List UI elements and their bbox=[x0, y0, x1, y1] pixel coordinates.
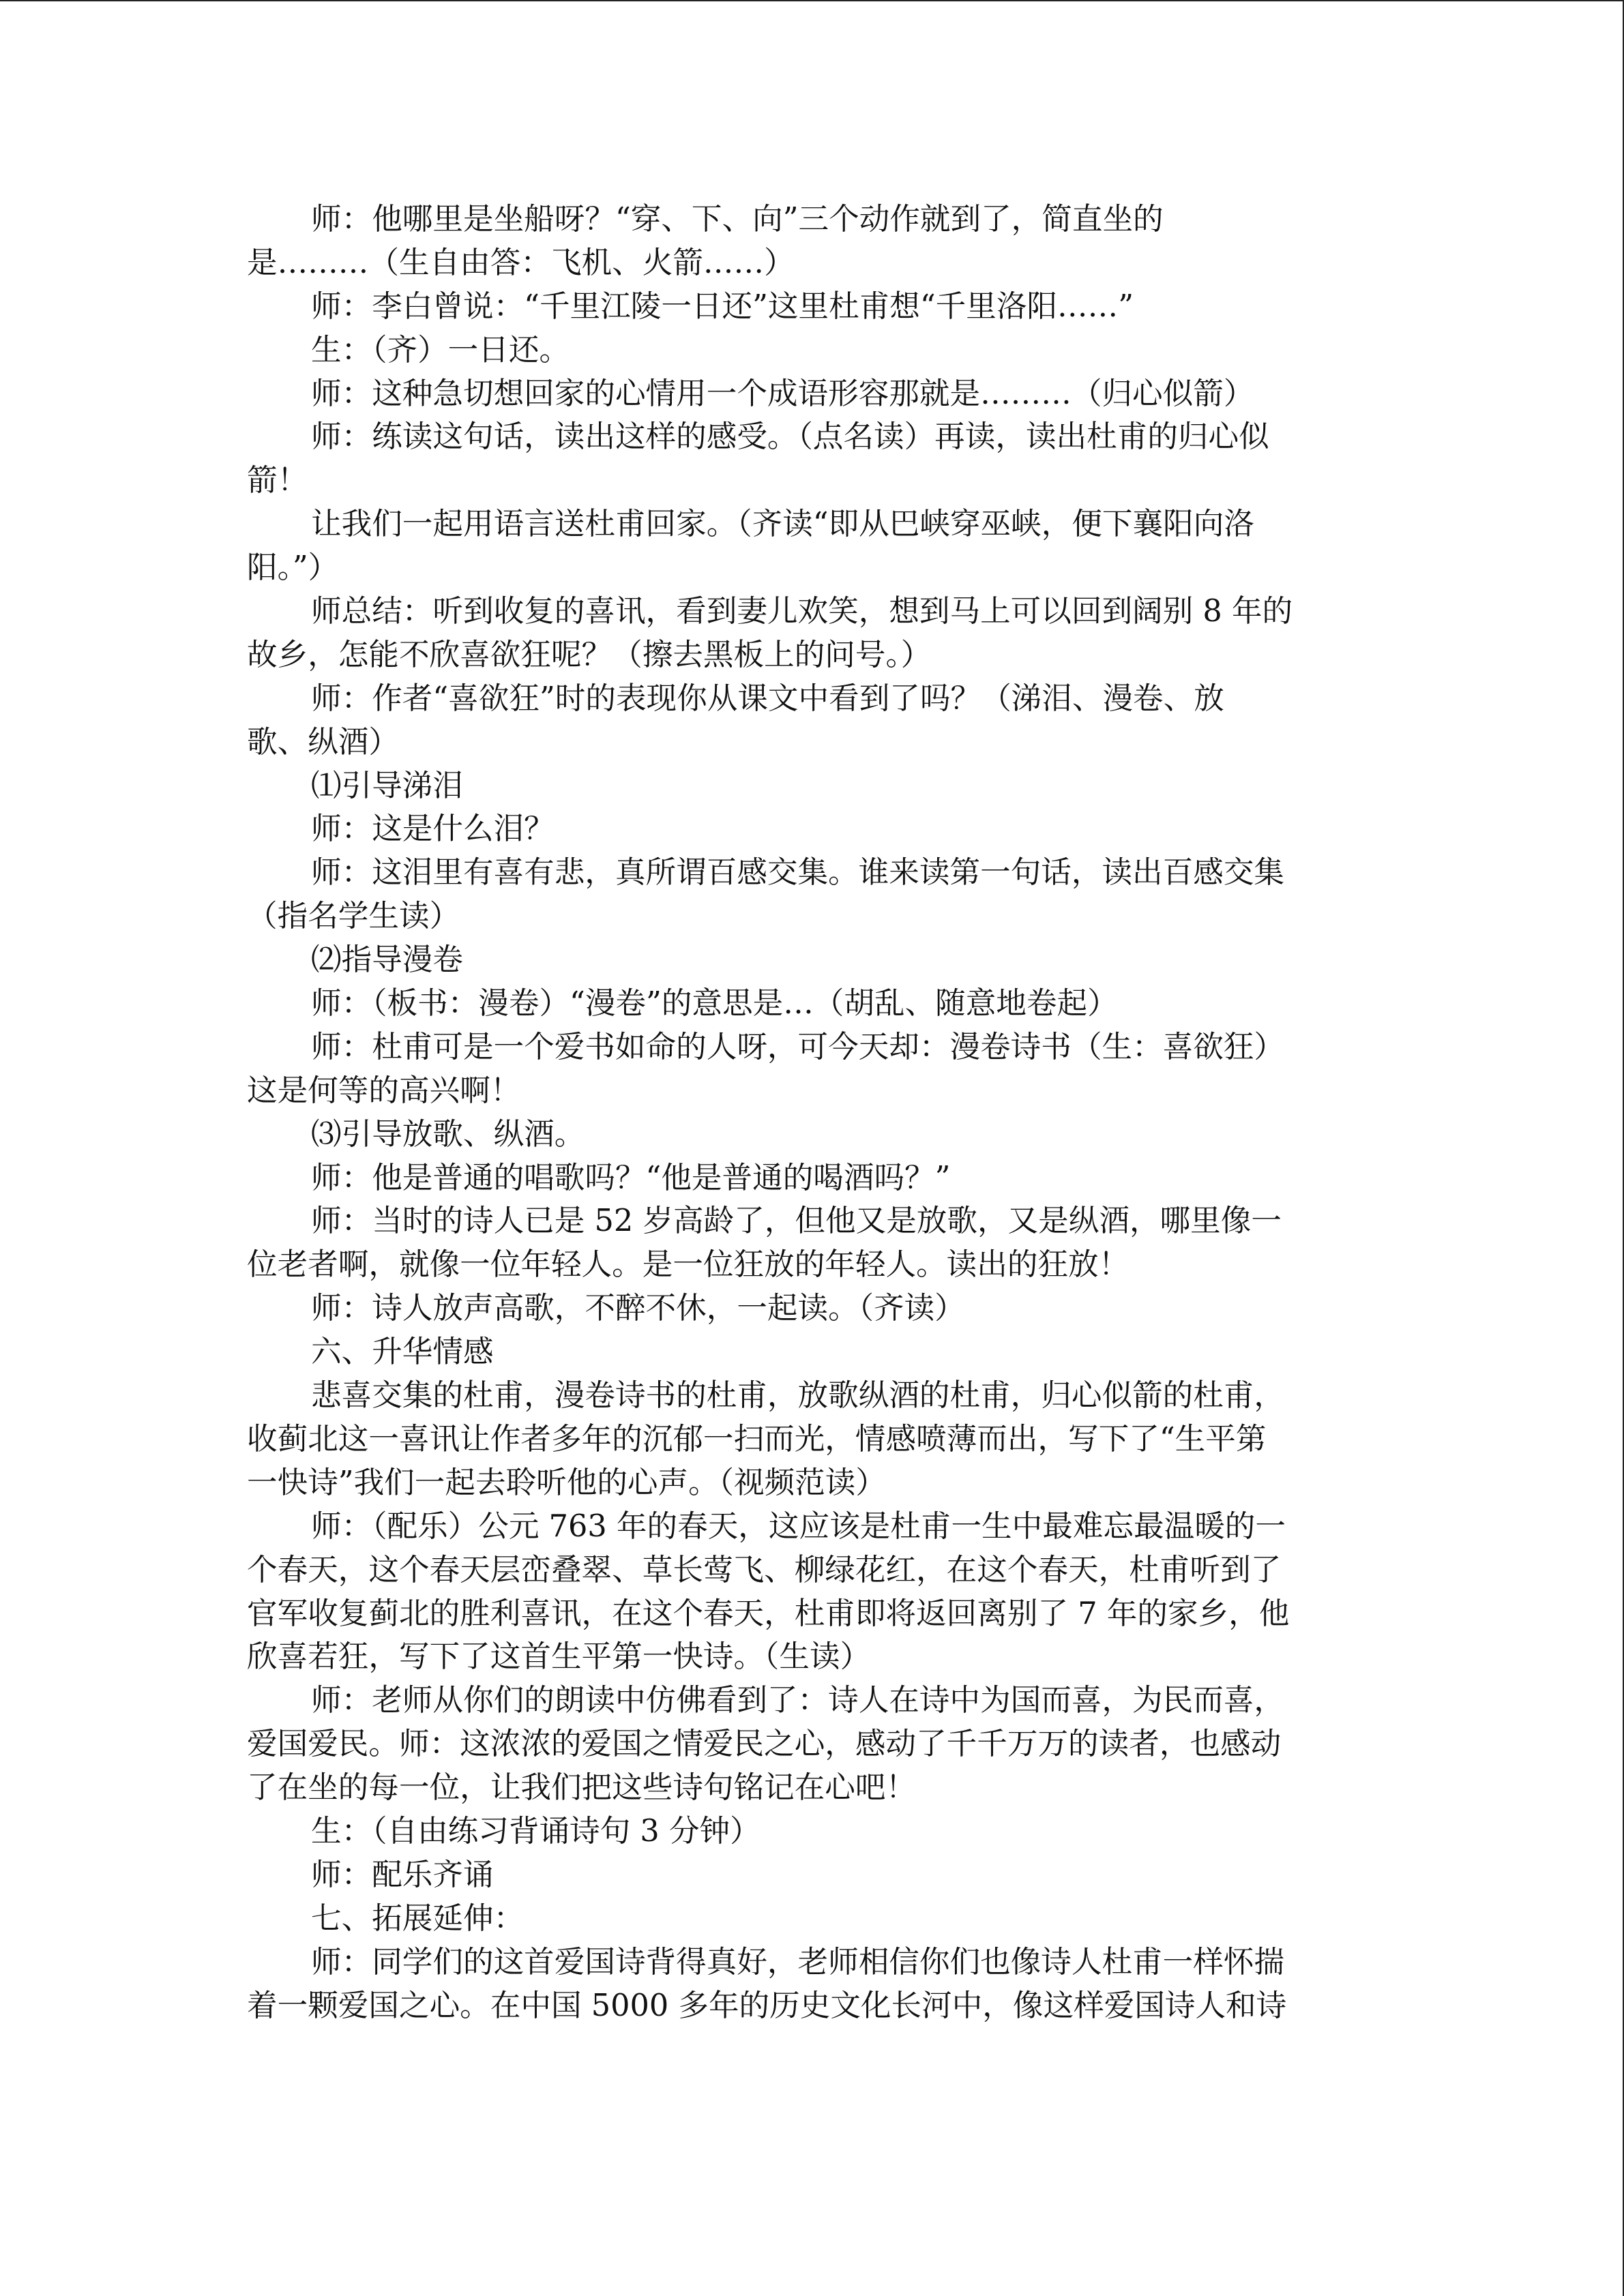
paragraph-line: 一快诗”我们一起去聆听他的心声。（视频范读） bbox=[247, 1464, 886, 1500]
paragraph-line-indented: 师：这种急切想回家的心情用一个成语形容那就是………（归心似箭） bbox=[311, 375, 1254, 411]
paragraph-line: 是………（生自由答：飞机、火箭……） bbox=[247, 244, 795, 280]
paragraph-line-indented: 师：老师从你们的朗读中仿佛看到了：诗人在诗中为国而喜，为民而喜， bbox=[311, 1682, 1285, 1718]
paragraph-line: 了在坐的每一位，让我们把这些诗句铭记在心吧！ bbox=[247, 1770, 917, 1806]
document-body bbox=[247, 198, 1371, 2027]
paragraph-line-indented: 师：（配乐）公元 763 年的春天，这应该是杜甫一生中最难忘最温暖的一 bbox=[311, 1508, 1286, 1544]
paragraph-line: 这是何等的高兴啊！ bbox=[247, 1072, 521, 1108]
paragraph-line-indented: 生：（齐）一日还。 bbox=[311, 331, 570, 368]
paragraph-line: 阳。”） bbox=[247, 550, 339, 586]
paragraph-line-indented: 师：当时的诗人已是 52 岁高龄了，但他又是放歌，又是纵酒，哪里像一 bbox=[311, 1203, 1282, 1239]
paragraph-line: 爱国爱民。师：这浓浓的爱国之情爱民之心，感动了千千万万的读者，也感动 bbox=[247, 1726, 1282, 1762]
paragraph-line-indented: 生：（自由练习背诵诗句 3 分钟） bbox=[311, 1813, 761, 1849]
paragraph-line-indented: 师：配乐齐诵 bbox=[311, 1856, 494, 1892]
paragraph-line: 位老者啊，就像一位年轻人。是一位狂放的年轻人。读出的狂放！ bbox=[247, 1247, 1130, 1283]
paragraph-line: 收蓟北这一喜讯让作者多年的沉郁一扫而光，情感喷薄而出，写下了“生平第 bbox=[247, 1420, 1267, 1457]
paragraph-line-indented: 师：作者“喜欲狂”时的表现你从课文中看到了吗？（涕泪、漫卷、放 bbox=[311, 680, 1224, 716]
paragraph-line-indented: 师：杜甫可是一个爱书如命的人呀，可今天却：漫卷诗书（生：喜欲狂） bbox=[311, 1028, 1285, 1064]
paragraph-line: （指名学生读） bbox=[247, 898, 460, 934]
paragraph-line: 着一颗爱国之心。在中国 5000 多年的历史文化长河中，像这样爱国诗人和诗 bbox=[247, 1987, 1287, 2023]
paragraph-line-indented: 师：他是普通的唱歌吗？“他是普通的喝酒吗？” bbox=[311, 1159, 951, 1195]
paragraph-line-indented: 师总结：听到收复的喜讯，看到妻儿欢笑，想到马上可以回到阔别 8 年的 bbox=[311, 593, 1293, 629]
paragraph-line-indented: 悲喜交集的杜甫，漫卷诗书的杜甫，放歌纵酒的杜甫，归心似箭的杜甫， bbox=[311, 1377, 1285, 1414]
paragraph-line-indented: 师：诗人放声高歌，不醉不休，一起读。（齐读） bbox=[311, 1290, 965, 1326]
paragraph-line: 歌、纵酒） bbox=[247, 724, 399, 760]
paragraph-line: 官军收复蓟北的胜利喜讯，在这个春天，杜甫即将返回离别了 7 年的家乡，他 bbox=[247, 1595, 1290, 1631]
paragraph-line: 故乡，怎能不欣喜欲狂呢？（擦去黑板上的问号。） bbox=[247, 636, 932, 672]
paragraph-line-indented: 让我们一起用语言送杜甫回家。（齐读“即从巴峡穿巫峡，便下襄阳向洛 bbox=[311, 506, 1254, 542]
paragraph-line: 箭！ bbox=[247, 462, 308, 498]
paragraph-line: 个春天，这个春天层峦叠翠、草长莺飞、柳绿花红，在这个春天，杜甫听到了 bbox=[247, 1551, 1282, 1587]
paragraph-line-indented: 师：这是什么泪？ bbox=[311, 811, 555, 847]
paragraph-line-indented: 师：（板书：漫卷）“漫卷”的意思是…（胡乱、随意地卷起） bbox=[311, 985, 1118, 1022]
paragraph-line: 欣喜若狂，写下了这首生平第一快诗。（生读） bbox=[247, 1639, 871, 1675]
paragraph-line-indented: 六、升华情感 bbox=[311, 1334, 494, 1370]
paragraph-line-indented: ⑵指导漫卷 bbox=[311, 942, 463, 978]
paragraph-line-indented: 师：这泪里有喜有悲，真所谓百感交集。谁来读第一句话，读出百感交集 bbox=[311, 854, 1285, 891]
paragraph-line-indented: ⑴引导涕泪 bbox=[311, 767, 463, 803]
paragraph-line-indented: 师：同学们的这首爱国诗背得真好，老师相信你们也像诗人杜甫一样怀揣 bbox=[311, 1943, 1285, 1980]
paragraph-line-indented: 师：练读这句话，读出这样的感受。（点名读）再读，读出杜甫的归心似 bbox=[311, 419, 1269, 455]
paragraph-line-indented: 七、拓展延伸： bbox=[311, 1900, 525, 1936]
paragraph-line-indented: 师：李白曾说：“千里江陵一日还”这里杜甫想“千里洛阳……” bbox=[311, 288, 1134, 324]
paragraph-line-indented: ⑶引导放歌、纵酒。 bbox=[311, 1116, 585, 1152]
paragraph-line-indented: 师：他哪里是坐船呀？“穿、下、向”三个动作就到了，简直坐的 bbox=[311, 201, 1164, 237]
